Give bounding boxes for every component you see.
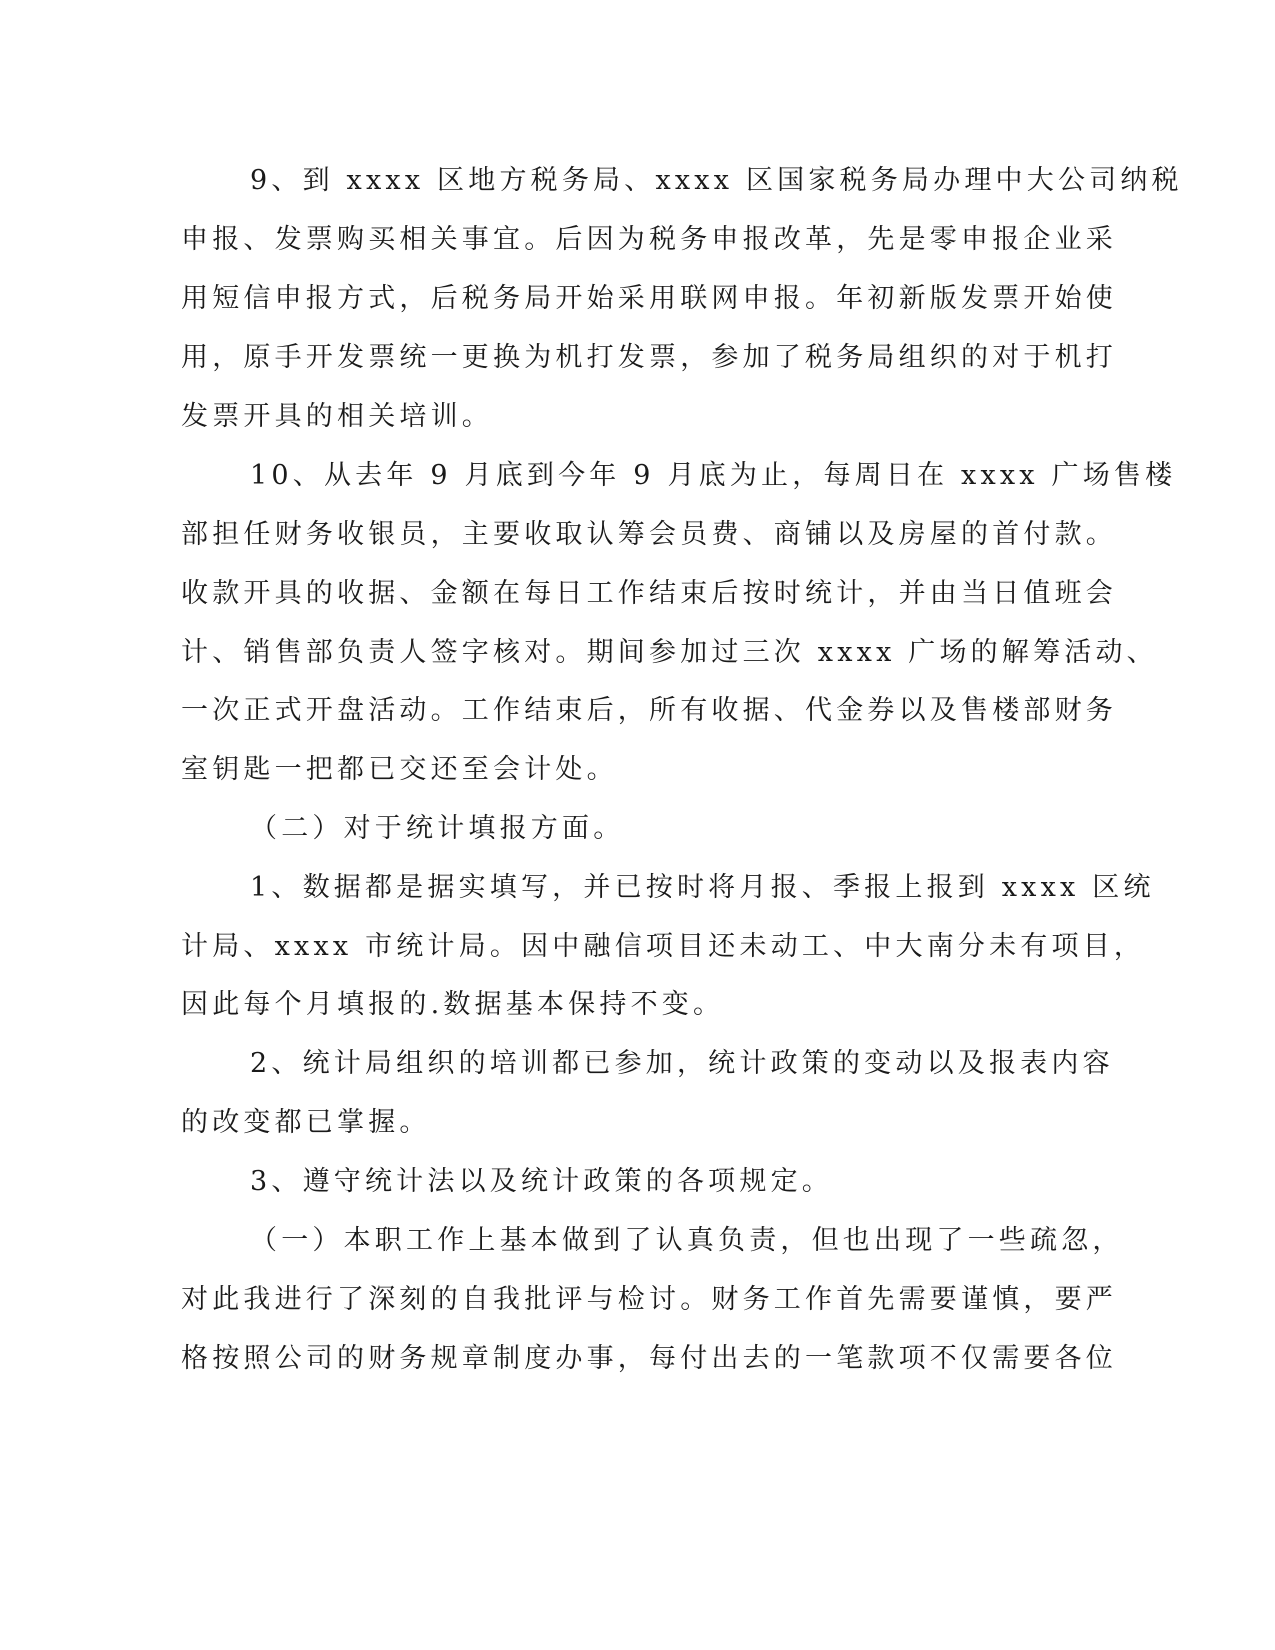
- text-line: 用短信申报方式，后税务局开始采用联网申报。年初新版发票开始使: [181, 283, 1117, 314]
- text-line: 10、从去年 9 月底到今年 9 月底为止，每周日在 xxxx 广场售楼: [250, 460, 1177, 491]
- text-line: 申报、发票购买相关事宜。后因为税务申报改革，先是零申报企业采: [181, 224, 1117, 255]
- text-line: 用，原手开发票统一更换为机打发票，参加了税务局组织的对于机打: [181, 342, 1117, 373]
- text-line: 9、到 xxxx 区地方税务局、xxxx 区国家税务局办理中大公司纳税: [250, 165, 1183, 196]
- text-line: 对此我进行了深刻的自我批评与检讨。财务工作首先需要谨慎，要严: [181, 1284, 1117, 1315]
- text-line: 计局、xxxx 市统计局。因中融信项目还未动工、中大南分未有项目，: [181, 931, 1146, 962]
- section-heading: （二）对于统计填报方面。: [250, 813, 625, 844]
- text-line: （一）本职工作上基本做到了认真负责，但也出现了一些疏忽，: [250, 1225, 1124, 1256]
- text-line: 发票开具的相关培训。: [181, 401, 493, 432]
- text-line: 一次正式开盘活动。工作结束后，所有收据、代金券以及售楼部财务: [181, 695, 1117, 726]
- text-line: 计、销售部负责人签字核对。期间参加过三次 xxxx 广场的解筹活动、: [181, 637, 1158, 668]
- text-line: 收款开具的收据、金额在每日工作结束后按时统计，并由当日值班会: [181, 578, 1117, 609]
- text-line: 的改变都已掌握。: [181, 1107, 431, 1138]
- text-line: 室钥匙一把都已交还至会计处。: [181, 754, 618, 785]
- text-line: 因此每个月填报的.数据基本保持不变。: [181, 989, 725, 1020]
- text-line: 1、数据都是据实填写，并已按时将月报、季报上报到 xxxx 区统: [250, 872, 1155, 903]
- text-line: 3、遵守统计法以及统计政策的各项规定。: [250, 1166, 833, 1197]
- text-line: 2、统计局组织的培训都已参加，统计政策的变动以及报表内容: [250, 1048, 1114, 1079]
- text-line: 部担任财务收银员，主要收取认筹会员费、商铺以及房屋的首付款。: [181, 519, 1117, 550]
- text-line: 格按照公司的财务规章制度办事，每付出去的一笔款项不仅需要各位: [181, 1343, 1117, 1374]
